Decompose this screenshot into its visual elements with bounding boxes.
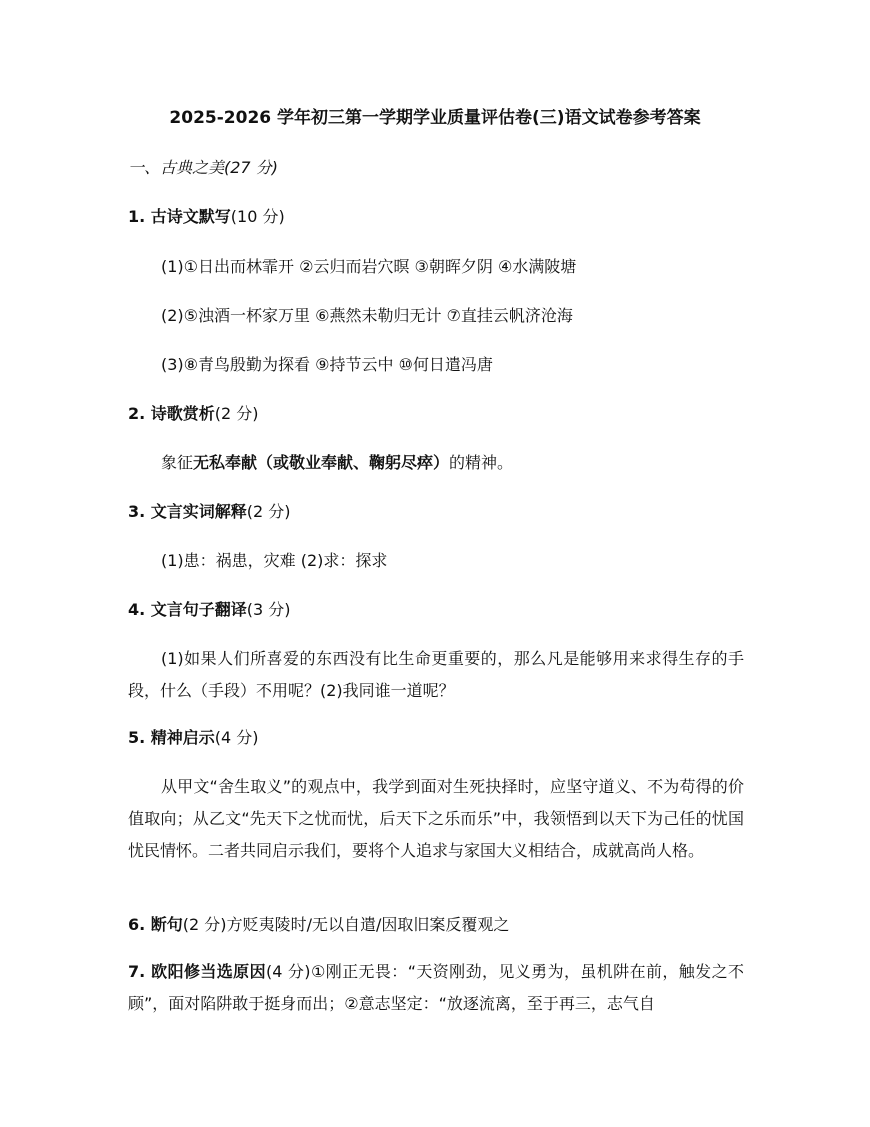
- q4-heading-line: [128, 598, 291, 622]
- q1-score: (10 分): [230, 207, 285, 226]
- q3-heading-line: [128, 500, 291, 524]
- q2-score: (2 分): [214, 404, 259, 423]
- q5-heading-line: [128, 726, 259, 750]
- q2-answer: [161, 451, 513, 475]
- q7-answer: ①刚正无畏：“天资刚劲，见义勇为，虽机阱在前，触发之不顾”，面对陷阱敢于挺身而出；②意志坚定：“放逐流离，至于再三，志气自: [128, 962, 744, 1013]
- q7-paragraph: [128, 956, 744, 1020]
- q2-heading: 2. 诗歌赏析: [128, 404, 215, 423]
- q7-heading: 7. 欧阳修当选原因: [128, 962, 266, 981]
- q1-answer-line-2: (2)⑤浊酒一杯家万里 ⑥燕然未勒归无计 ⑦直挂云帆济沧海: [161, 306, 573, 325]
- section-heading: 一、古典之美(27 分): [128, 158, 278, 177]
- q1-heading: 1. 古诗文默写: [128, 207, 231, 226]
- q5-heading: 5. 精神启示: [128, 728, 215, 747]
- q6-answer: 方贬夷陵时/无以自遣/因取旧案反覆观之: [226, 915, 510, 934]
- q2-answer-post: 的精神。: [449, 453, 514, 472]
- q4-score: (3 分): [246, 600, 291, 619]
- q4-heading: 4. 文言句子翻译: [128, 600, 247, 619]
- q1-answer-line-3: (3)⑧青鸟殷勤为探看 ⑨持节云中 ⑩何日遣冯唐: [161, 355, 493, 374]
- q1-answer-line-1: (1)①日出而林霏开 ②云归而岩穴暝 ③朝晖夕阴 ④水满陂塘: [161, 257, 577, 276]
- q2-answer-pre: 象征: [161, 453, 194, 472]
- q2-answer-bold: 无私奉献（或敬业奉献、鞠躬尽瘁）: [193, 453, 450, 472]
- q4-answer: (1)如果人们所喜爱的东西没有比生命更重要的，那么凡是能够用来求得生存的手段，什么（手段）不用呢？(2)我同谁一道呢？: [128, 649, 744, 700]
- q5-answer: 从甲文“舍生取义”的观点中，我学到面对生死抉择时，应坚守道义、不为苟得的价值取向；从乙文“先天下之忧而忧，后天下之乐而乐”中，我领悟到以天下为己任的忧国忧民情怀。二者共同启示我们，要将个人追求与家国大义相结合，成就高尚人格。: [128, 777, 744, 860]
- q5-score: (4 分): [214, 728, 259, 747]
- q3-score: (2 分): [246, 502, 291, 521]
- q6-heading: 6. 断句: [128, 915, 183, 934]
- q7-score: (4 分): [265, 962, 311, 981]
- q3-heading: 3. 文言实词解释: [128, 502, 247, 521]
- q6-score: (2 分): [182, 915, 227, 934]
- document-title: 2025-2026 学年初三第一学期学业质量评估卷(三)语文试卷参考答案: [169, 108, 701, 128]
- q1-heading-line: [128, 205, 285, 229]
- q3-answer: (1)患：祸患，灾难 (2)求：探求: [161, 551, 388, 570]
- q2-heading-line: [128, 402, 259, 426]
- q6-line: [128, 913, 509, 937]
